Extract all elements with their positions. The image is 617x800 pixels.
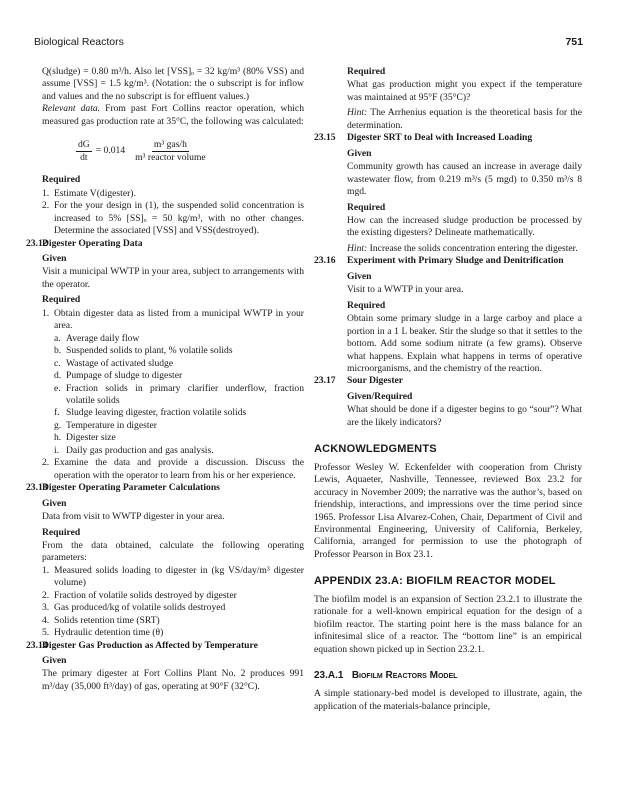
problem-23-16: 23.16 Experiment with Primary Sludge and Denitrification Given Visit to a WWTP in your area. Required Obtain some primary sludge in a large carboy and place a portion in a 1 L beaker. Stir the sludge so that it settles to the bottom. Add some sodium nitrate (a few grams). Observe what happens. Explain what happens in terms of operative microorganisms, and the chemistry of the reaction. [314, 255, 582, 374]
appendix-subheading: 23.A.1 Biofilm Reactors Model [314, 670, 458, 682]
problem-23-13: 23.13 Digester Operating Parameter Calculations Given Data from visit to WWTP digester in your area. Required From the data obtained, calculate the following operating parameters: 1. Measured solids loading to digester in (kg VS/day/m³ digester volume) 2. Fraction of volatile solids destroyed by digester 3. Gas produced/kg of volatile solids destroyed 4. Solids retention time (SRT) 5. Hydraulic detention time (θ) [26, 482, 304, 639]
appendix-heading: APPENDIX 23.A: BIOFILM REACTOR MODEL [314, 575, 556, 588]
right-column: Required What gas production might you expect if the temperature was maintained at 95°F (35°C)? Hint: The Arrhenius equation is the theoretical basis for the determination. 23.15 Digester SRT to Deal with Increased Loading Given Community growth has caused an increase in average daily wastewater flow, from 0.219 m³/s (5 mgd) to 0.350 m³/s 8 mgd. Required How can the increased sludge production be processed by the existing digesters? Delineate mathematically. Hint: Increase the solids concentration entering the digester. 23.16 Experiment with Primary Sludge and Denitrification Given Visit to a WWTP in your area. Required Obtain some primary sludge in a large carboy and place a portion in a 1 L beaker. Stir the sludge so that it settles to the bottom. Add some sodium nitrate (a few grams). Observe what happens. Explain what happens in terms of operative microorganisms, and the chemistry of the reaction. 23.17 Sour Digester Given/Required What should be done if a digester begins to go “sour”? What are the likely indicators? ACKNOWLEDGMENTS Professor Wesley W. Eckenfelder with cooperation from Christy Lewis, Aquaeter, Nashville, Tennessee, reviewed Box 23.2 for accuracy in November 2009; the narrative was the author’s, based on friendship, interactions, and impressions over the time period since 1965. Professor Lisa Alvarez-Cohen, Chair, Department of Civil and Environmental Engineering, University of California, Berkeley, California, arranged for permission to use the photograph of Professor Pearson in Box 23.1. APPENDIX 23.A: BIOFILM REACTOR MODEL The biofilm model is an expansion of Section 23.2.1 to illustrate the rationale for a well-known empirical equation for the design of a biofilm reactor. The starting point here is the mass balance for an infinitesimal slice of a reactor. The “bottom line” is an empirical equation shown picked up in Section 23.2.1. 23.A.1 Biofilm Reactors Model A simple stationary-bed model is developed to illustrate, again, the application of the materials-balance principle, [314, 66, 582, 712]
problem-title: Digester Gas Production as Affected by Temperature [42, 639, 258, 651]
paragraph: Relevant data. From past Fort Collins reactor operation, which measured gas production rate at 35°C, the following was calculated: [42, 103, 304, 127]
problem-23-14: 23.14 Digester Gas Production as Affected by Temperature Given The primary digester at Fort Collins Plant No. 2 produces 991 m³/day (35,000 ft³/day) of gas, operating at 90°F (32°C). [26, 639, 304, 692]
problem-23-15: 23.15 Digester SRT to Deal with Increased Loading Given Community growth has caused an increase in average daily wastewater flow, from 0.219 m³/s (5 mgd) to 0.350 m³/s 8 mgd. Required How can the increased sludge production be processed by the existing digesters? Delineate mathematically. Hint: Increase the solids concentration entering the digester. [314, 132, 582, 254]
problem-23-17: 23.17 Sour Digester Given/Required What should be done if a digester begins to go “sour”? What are the likely indicators? [314, 375, 582, 428]
page-number: 751 [565, 36, 583, 48]
running-header [34, 36, 583, 48]
acknowledgments-text: Professor Wesley W. Eckenfelder with cooperation from Christy Lewis, Aquaeter, Nashville, Tennessee, reviewed Box 23.2 for accuracy in November 2009; the narrative was the author’s, based on friendship, interactions, and impressions over the time period since 1965. Professor Lisa Alvarez-Cohen, Chair, Department of Civil and Environmental Engineering, University of California, Berkeley, California, arranged for permission to use the photograph of Professor Pearson in Box 23.1. [314, 461, 582, 560]
problem-title: Experiment with Primary Sludge and Denitrification [347, 255, 564, 267]
problem-title: Digester Operating Parameter Calculations [42, 482, 220, 494]
subheading: Required [42, 174, 81, 186]
running-title: Biological Reactors [34, 36, 124, 48]
list-item: 2. Examine the data and provide a discussion. Discuss the operation with the operator to learn from his or her experience. [42, 457, 304, 481]
paragraph: Q(sludge) = 0.80 m³/h. Also let [VSS]ₒ = 32 kg/m³ (80% VSS) and assume [VSS] = 1.5 kg/m³. (Notation: the o subscript is for inflow and values and the no subscript is for effluent values.) [42, 66, 304, 102]
problem-23-12: 23.12 Digester Operating Data Given Visit a municipal WWTP in your area, subject to arrangements with the operator. Required 1. Obtain digester data as listed from a municipal WWTP in your area. a. Average daily flow b. Suspended solids to plant, % volatile solids c. Wastage of activated sludge d. Pumpage of sludge to digester e. Fraction solids in primary clarifier underflow, fraction volatile solids f. Sludge leaving digester, fraction volatile solids g. Temperature in digester h. Digester size i. Daily gas production and gas analysis. 2. Examine the data and provide a discussion. Discuss the operation with the operator to learn from his or her experience. [26, 237, 304, 481]
problem-title: Digester Operating Data [42, 237, 143, 249]
list-item: 1. Obtain digester data as listed from a municipal WWTP in your area. a. Average daily flow b. Suspended solids to plant, % volatile solids c. Wastage of activated sludge d. Pumpage of sludge to digester e. Fraction solids in primary clarifier underflow, fraction volatile solids f. Sludge leaving digester, fraction volatile solids g. Temperature in digester h. Digester size i. Daily gas production and gas analysis. [42, 307, 304, 456]
problem-title: Digester SRT to Deal with Increased Loading [347, 132, 533, 144]
appendix-subsection-text: A simple stationary-bed model is developed to illustrate, again, the application of the materials-balance principle, [314, 688, 582, 712]
appendix-text: The biofilm model is an expansion of Section 23.2.1 to illustrate the rationale for a well-known empirical equation for the design of a biofilm reactor. The starting point here is the mass balance for an infinitesimal slice of a reactor. The “bottom line” is an empirical equation shown picked up in Section 23.2.1. [314, 593, 582, 655]
acknowledgments-heading: ACKNOWLEDGMENTS [314, 443, 437, 456]
left-column [26, 66, 304, 693]
equation: $\frac{dG}{dt}$ = 0.014 m³ gas/h m³ reactor volume [78, 138, 206, 163]
list [42, 188, 304, 238]
list-item: 1. Estimate V(digester). [42, 187, 136, 199]
problem-title: Sour Digester [347, 375, 404, 387]
list-item: 2. For the your design in (1), the suspended solid concentration is increased to 5% [SS]ₒ = 50 kg/m³, with no other changes. Determine the associated [VSS] and VSS(destroyed). [42, 200, 304, 237]
